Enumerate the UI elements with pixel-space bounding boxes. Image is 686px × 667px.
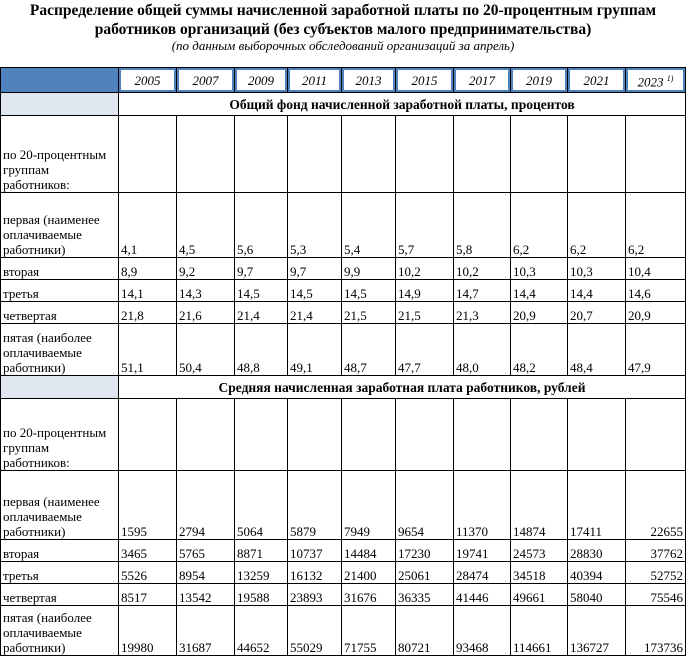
data-cell: 5,7 (396, 193, 454, 258)
data-cell: 17411 (568, 471, 626, 540)
data-cell: 20,9 (511, 302, 568, 324)
data-cell: 48,0 (454, 324, 511, 376)
data-cell: 14,4 (568, 280, 626, 302)
salary-distribution-table (0, 67, 686, 656)
row-label: вторая (1, 258, 119, 280)
data-cell: 1595 (119, 471, 177, 540)
data-cell: 10,4 (626, 258, 686, 280)
row-label: пятая (наиболее оплачиваемые работники) (1, 324, 119, 376)
section-title: Средняя начисленная заработная плата работников, рублей (119, 376, 686, 399)
data-cell: 14,7 (454, 280, 511, 302)
data-cell: 21,5 (342, 302, 396, 324)
year-header: 2023 $^{1)}$ (626, 68, 686, 93)
row-label: четвертая (1, 584, 119, 606)
empty-cell (119, 116, 177, 193)
data-cell: 47,7 (396, 324, 454, 376)
data-cell: 10,3 (511, 258, 568, 280)
group-label: по 20-процентным группам работников: (1, 116, 119, 193)
empty-cell (288, 116, 342, 193)
empty-cell (511, 399, 568, 471)
data-cell: 28474 (454, 562, 511, 584)
section-title: Общий фонд начисленной заработной платы, процентов (119, 93, 686, 116)
data-cell: 10,2 (454, 258, 511, 280)
data-cell: 21,4 (288, 302, 342, 324)
row-label: первая (наименее оплачиваемые работники) (1, 471, 119, 540)
table-row (1, 540, 686, 562)
data-cell: 7949 (342, 471, 396, 540)
data-cell: 14,5 (235, 280, 288, 302)
data-cell: 6,2 (568, 193, 626, 258)
table-subtitle: (по данным выборочных обследований организаций за апрель) (171, 38, 515, 53)
data-cell: 37762 (626, 540, 686, 562)
data-cell: 14,3 (177, 280, 235, 302)
empty-cell (177, 399, 235, 471)
empty-cell (177, 116, 235, 193)
data-cell: 41446 (454, 584, 511, 606)
section-blank-cell (1, 376, 119, 399)
data-cell: 10737 (288, 540, 342, 562)
data-cell: 55029 (288, 606, 342, 656)
data-cell: 48,8 (235, 324, 288, 376)
data-cell: 25061 (396, 562, 454, 584)
data-cell: 5879 (288, 471, 342, 540)
empty-cell (568, 116, 626, 193)
data-cell: 9,7 (235, 258, 288, 280)
data-cell: 5064 (235, 471, 288, 540)
data-cell: 50,4 (177, 324, 235, 376)
data-cell: 80721 (396, 606, 454, 656)
data-cell: 5,4 (342, 193, 396, 258)
empty-cell (342, 116, 396, 193)
year-header: 2011 (288, 68, 342, 93)
table-row (1, 471, 686, 540)
data-cell: 8,9 (119, 258, 177, 280)
table-row (1, 302, 686, 324)
data-cell: 24573 (511, 540, 568, 562)
data-cell: 5,6 (235, 193, 288, 258)
data-cell: 13259 (235, 562, 288, 584)
data-cell: 6,2 (511, 193, 568, 258)
empty-cell (626, 116, 686, 193)
data-cell: 9,9 (342, 258, 396, 280)
empty-cell (288, 399, 342, 471)
data-cell: 52752 (626, 562, 686, 584)
data-cell: 14,5 (288, 280, 342, 302)
empty-cell (119, 399, 177, 471)
data-cell: 13542 (177, 584, 235, 606)
empty-cell (396, 399, 454, 471)
year-header: 2021 (568, 68, 626, 93)
data-cell: 8517 (119, 584, 177, 606)
data-cell: 19980 (119, 606, 177, 656)
title-line-2: работников организаций (без субъектов малого предпринимательства) (94, 21, 592, 38)
data-cell: 5,8 (454, 193, 511, 258)
empty-cell (235, 399, 288, 471)
year-header: 2005 (119, 68, 177, 93)
row-label: первая (наименее оплачиваемые работники) (1, 193, 119, 258)
data-cell: 14,1 (119, 280, 177, 302)
data-cell: 14,5 (342, 280, 396, 302)
year-header: 2013 (342, 68, 396, 93)
row-label: пятая (наиболее оплачиваемые работники) (1, 606, 119, 656)
data-cell: 6,2 (626, 193, 686, 258)
empty-cell (568, 399, 626, 471)
data-cell: 14,4 (511, 280, 568, 302)
data-cell: 8954 (177, 562, 235, 584)
data-cell: 5,3 (288, 193, 342, 258)
data-cell: 36335 (396, 584, 454, 606)
year-header: 2015 (396, 68, 454, 93)
table-row (1, 562, 686, 584)
data-cell: 28830 (568, 540, 626, 562)
data-cell: 14874 (511, 471, 568, 540)
data-cell: 21,8 (119, 302, 177, 324)
empty-cell (511, 116, 568, 193)
table-row (1, 324, 686, 376)
data-cell: 48,7 (342, 324, 396, 376)
data-cell: 2794 (177, 471, 235, 540)
section-blank-cell (1, 93, 119, 116)
data-cell: 173736 (626, 606, 686, 656)
empty-cell (454, 116, 511, 193)
data-cell: 44652 (235, 606, 288, 656)
table-row (1, 584, 686, 606)
empty-cell (396, 116, 454, 193)
data-cell: 5526 (119, 562, 177, 584)
year-header: 2017 (454, 68, 511, 93)
data-cell: 48,4 (568, 324, 626, 376)
empty-cell (342, 399, 396, 471)
data-cell: 8871 (235, 540, 288, 562)
empty-cell (626, 399, 686, 471)
data-cell: 4,5 (177, 193, 235, 258)
data-cell: 31676 (342, 584, 396, 606)
data-cell: 5765 (177, 540, 235, 562)
data-cell: 22655 (626, 471, 686, 540)
year-header: 2009 (235, 68, 288, 93)
row-label: третья (1, 562, 119, 584)
row-label: третья (1, 280, 119, 302)
data-cell: 31687 (177, 606, 235, 656)
data-cell: 20,9 (626, 302, 686, 324)
table-row (1, 280, 686, 302)
data-cell: 16132 (288, 562, 342, 584)
header-corner (1, 68, 119, 93)
data-cell: 4,1 (119, 193, 177, 258)
data-cell: 19588 (235, 584, 288, 606)
data-cell: 9654 (396, 471, 454, 540)
table-row (1, 193, 686, 258)
row-label: четвертая (1, 302, 119, 324)
data-cell: 114661 (511, 606, 568, 656)
section-header-row (1, 376, 686, 399)
data-cell: 21,5 (396, 302, 454, 324)
group-label-row (1, 116, 686, 193)
data-cell: 58040 (568, 584, 626, 606)
footnote-mark: 1) (666, 73, 674, 83)
data-cell: 20,7 (568, 302, 626, 324)
data-cell: 21,6 (177, 302, 235, 324)
data-cell: 10,3 (568, 258, 626, 280)
section-header-row (1, 93, 686, 116)
data-cell: 71755 (342, 606, 396, 656)
header-row (1, 68, 686, 93)
data-cell: 136727 (568, 606, 626, 656)
data-cell: 14484 (342, 540, 396, 562)
data-cell: 11370 (454, 471, 511, 540)
data-cell: 14,6 (626, 280, 686, 302)
data-cell: 21,3 (454, 302, 511, 324)
data-cell: 21400 (342, 562, 396, 584)
data-cell: 40394 (568, 562, 626, 584)
data-cell: 75546 (626, 584, 686, 606)
table-row (1, 606, 686, 656)
year-header: 2007 (177, 68, 235, 93)
data-cell: 14,9 (396, 280, 454, 302)
data-cell: 49,1 (288, 324, 342, 376)
group-label: по 20-процентным группам работников: (1, 399, 119, 471)
data-cell: 48,2 (511, 324, 568, 376)
data-cell: 19741 (454, 540, 511, 562)
data-cell: 17230 (396, 540, 454, 562)
table-row (1, 258, 686, 280)
data-cell: 47,9 (626, 324, 686, 376)
title-line-1: Распределение общей суммы начисленной заработной платы по 20-процентным группам (29, 2, 657, 19)
data-cell: 3465 (119, 540, 177, 562)
data-cell: 23893 (288, 584, 342, 606)
group-label-row (1, 399, 686, 471)
empty-cell (235, 116, 288, 193)
year-header: 2019 (511, 68, 568, 93)
empty-cell (454, 399, 511, 471)
data-cell: 10,2 (396, 258, 454, 280)
data-cell: 51,1 (119, 324, 177, 376)
data-cell: 9,2 (177, 258, 235, 280)
row-label: вторая (1, 540, 119, 562)
data-cell: 9,7 (288, 258, 342, 280)
data-cell: 21,4 (235, 302, 288, 324)
data-cell: 49661 (511, 584, 568, 606)
data-cell: 93468 (454, 606, 511, 656)
data-cell: 34518 (511, 562, 568, 584)
